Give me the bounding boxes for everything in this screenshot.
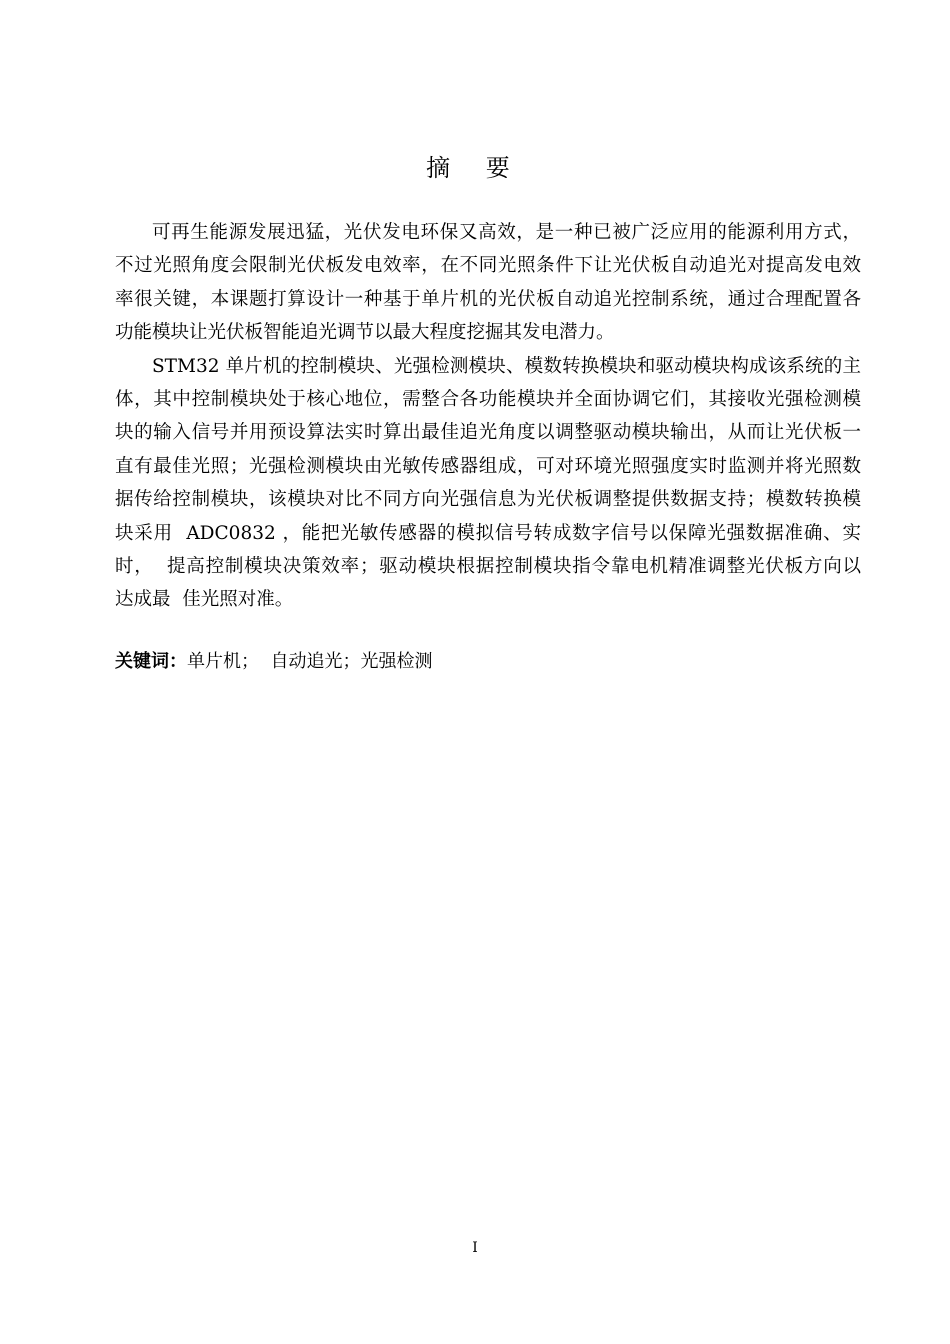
keywords [115,648,432,676]
text-line: 直有最佳光照；光强检测模块由光敏传感器组成，可对环境光照强度实时监测并将光照数 [115,455,861,477]
text-line: STM32 单片机的控制模块、光强检测模块、模数转换模块和驱动模块构成该系统的主 [152,355,861,377]
text-line: 达成最 佳光照对准。 [115,589,294,611]
text-line: 块采用 ADC0832 ，能把光敏传感器的模拟信号转成数字信号以保障光强数据准确、实 [115,522,861,544]
text-line: 体，其中控制模块处于核心地位，需整合各功能模块并全面协调它们，其接收光强检测模 [115,388,861,410]
text-line: 时， 提高控制模块决策效率；驱动模块根据控制模块指令靠电机精准调整光伏板方向以 [115,555,861,577]
paragraph-2 [115,350,861,617]
abstract-body [115,216,861,617]
abstract-title: 摘 要 [426,154,524,182]
paragraph-1 [115,216,861,350]
keywords-value: 单片机； 自动追光；光强检测 [187,651,433,672]
text-line: 功能模块让光伏板智能追光调节以最大程度挖掘其发电潜力。 [115,322,615,344]
keywords-label: 关键词： [115,651,187,672]
text-line: 可再生能源发展迅猛，光伏发电环保又高效，是一种已被广泛应用的能源利用方式， [152,222,861,243]
text-line: 率很关键，本课题打算设计一种基于单片机的光伏板自动追光控制系统，通过合理配置各 [115,288,861,310]
text-line: 据传给控制模块，该模块对比不同方向光强信息为光伏板调整提供数据支持；模数转换模 [115,489,861,511]
text-line: 不过光照角度会限制光伏板发电效率，在不同光照条件下让光伏板自动追光对提高发电效 [115,255,861,277]
text-line: 块的输入信号并用预设算法实时算出最佳追光角度以调整驱动模块输出，从而让光伏板一 [115,422,861,444]
page-number: I [472,1240,478,1256]
